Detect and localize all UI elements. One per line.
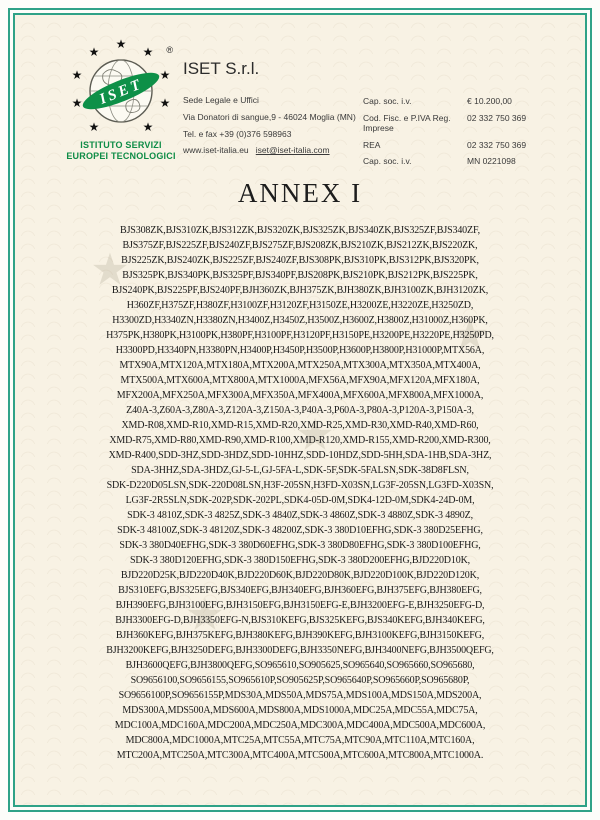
- company-phone: Tel. e fax +39 (0)376 598963: [183, 128, 292, 139]
- registry-value: MN 0221098: [467, 156, 516, 167]
- page-border-outer: [8, 8, 592, 812]
- code-line: SDA-3HHZ,SDA-3HDZ,GJ-5-L,GJ-5FA-L,SDK-5F,SDK-5FALSN,SDK-38D8FLSN,: [131, 465, 469, 476]
- company-website: www.iset-italia.eu: [183, 145, 249, 156]
- code-line: BJH3200KEFG,BJH3250DEFG,BJH3300DEFG,BJH3350NEFG,BJH3400NEFG,BJH3500QEFG,: [106, 645, 494, 656]
- company-name: ISET S.r.l.: [183, 59, 260, 78]
- code-line: BJH360KEFG,BJH375KEFG,BJH380KEFG,BJH390KEFG,BJH3100KEFG,BJH3150KEFG,: [115, 630, 485, 641]
- company-address: Via Donatori di sangue,9 - 46024 Moglia (MN): [183, 111, 356, 122]
- code-line: BJS308ZK,BJS310ZK,BJS312ZK,BJS320ZK,BJS325ZK,BJS340ZK,BJS325ZF,BJS340ZF,: [120, 225, 480, 236]
- star-icon: ★: [71, 96, 83, 110]
- watermark-star: ★: [185, 590, 225, 640]
- code-line: Z40A-3,Z60A-3,Z80A-3,Z120A-3,Z150A-3,P40A-3,P60A-3,P80A-3,P120A-3,P150A-3,: [126, 405, 474, 416]
- star-icon: ★: [115, 37, 127, 51]
- code-line: MTC200A,MTC250A,MTC300A,MTC400A,MTC500A,MTC600A,MTC800A,MTC1000A.: [116, 750, 484, 761]
- star-icon: ★: [142, 120, 154, 134]
- code-line: SO9656100,SO9656155,SO965610P,SO905625P,SO965640P,SO965660P,SO965680P,: [130, 675, 470, 686]
- logo-caption-line2: EUROPEI TECNOLOGICI: [66, 151, 176, 161]
- code-line: SDK-3 48100Z,SDK-3 48120Z,SDK-3 48200Z,SDK-3 380D10EFHG,SDK-3 380D25EFHG,: [117, 525, 483, 536]
- company-info: [183, 59, 356, 162]
- code-line: XMD-R75,XMD-R80,XMD-R90,XMD-R100,XMD-R120,XMD-R155,XMD-R200,XMD-R300,: [109, 435, 491, 446]
- company-web-line: [183, 145, 356, 155]
- code-line: LG3F-2R5SLN,SDK-202P,SDK-202PL,SDK4-05D-0M,SDK4-12D-0M,SDK4-24D-0M,: [125, 495, 475, 506]
- code-line: MTX500A,MTX600A,MTX800A,MTX1000A,MFX56A,MFX90A,MFX120A,MFX180A,: [120, 375, 480, 386]
- watermark-star: ★: [295, 410, 335, 460]
- registry-row: [363, 140, 557, 150]
- watermark-star: ★: [90, 245, 130, 295]
- code-line: BJH390EFG,BJH3100EFG,BJH3150EFG,BJH3150EFG-E,BJH3200EFG-E,BJH3250EFG-D,: [115, 600, 485, 611]
- code-line: XMD-R400,SDD-3HZ,SDD-3HDZ,SDD-10HHZ,SDD-10HDZ,SDD-5HH,SDA-1HB,SDA-3HZ,: [108, 450, 492, 461]
- code-line: BJD220D25K,BJD220D40K,BJD220D60K,BJD220D80K,BJD220D100K,BJD220D120K,: [120, 570, 480, 581]
- code-line: SDK-3 380D120EFHG,SDK-3 380D150EFHG,SDK-3 380D200EFHG,BJD220D10K,: [130, 555, 470, 566]
- document-page: [13, 13, 587, 807]
- star-icon: ★: [88, 120, 100, 134]
- registry-row: [363, 96, 557, 106]
- code-line: BJS310EFG,BJS325EFG,BJS340EFG,BJH340EFG,BJH360EFG,BJH375EFG,BJH380EFG,: [118, 585, 482, 596]
- registered-trademark-icon: ®: [166, 45, 173, 55]
- code-line: MDS300A,MDS500A,MDS600A,MDS800A,MDS1000A,MDC25A,MDC55A,MDC75A,: [122, 705, 478, 716]
- code-line: H360ZF,H375ZF,H380ZF,H3100ZF,H3120ZF,H3150ZE,H3200ZE,H3220ZE,H3250ZD,: [126, 300, 474, 311]
- company-address-label: Sede Legale e Uffici: [183, 95, 259, 105]
- logo-graphic: [71, 37, 173, 137]
- code-line: BJS325PK,BJS340PK,BJS325PF,BJS340PF,BJS208PK,BJS210PK,BJS212PK,BJS225PK,: [122, 270, 478, 281]
- company-email-link[interactable]: iset@iset-italia.com: [255, 145, 330, 156]
- code-line: BJH3300EFG-D,BJH3350EFG-N,BJS310KEFG,BJS325KEFG,BJS340KEFG,BJH340KEFG,: [115, 615, 485, 626]
- star-icon: ★: [88, 45, 100, 59]
- code-line: H375PK,H380PK,H3100PK,H380PF,H3100PF,H3120PF,H3150PE,H3200PE,H3220PE,H3250PD,: [106, 330, 494, 341]
- company-logo: [55, 37, 187, 162]
- watermark-star: ★: [450, 310, 490, 360]
- company-registry: [363, 96, 557, 173]
- code-line: MDC100A,MDC160A,MDC200A,MDC250A,MDC300A,MDC400A,MDC500A,MDC600A,: [114, 720, 486, 731]
- code-line: BJS240PK,BJS225PF,BJS240PF,BJH360ZK,BJH375ZK,BJH380ZK,BJH3100ZK,BJH3120ZK,: [111, 285, 489, 296]
- code-line: XMD-R08,XMD-R10,XMD-R15,XMD-R20,XMD-R25,XMD-R30,XMD-R40,XMD-R60,: [121, 420, 479, 431]
- star-icon: ★: [142, 45, 154, 59]
- code-line: SDK-D220D05LSN,SDK-220D08LSN,H3F-205SN,H3FD-X03SN,LG3F-205SN,LG3FD-X03SN,: [106, 480, 494, 491]
- globe-icon: [73, 41, 169, 137]
- code-line: SDK-3 380D40EFHG,SDK-3 380D60EFHG,SDK-3 380D80EFHG,SDK-3 380D100EFHG,: [119, 540, 481, 551]
- code-line: H3300ZD,H3340ZN,H3380ZN,H3400Z,H3450Z,H3500Z,H3600Z,H3800Z,H31000Z,H360PK,: [112, 315, 488, 326]
- registry-label: Cod. Fisc. e P.IVA Reg. Imprese: [363, 112, 451, 133]
- star-icon: ★: [159, 96, 171, 110]
- code-line: MFX200A,MFX250A,MFX300A,MFX350A,MFX400A,MFX600A,MFX800A,MFX1000A,: [116, 390, 484, 401]
- registry-label: Cap. soc. i.v.: [363, 96, 412, 106]
- code-line: H3300PD,H3340PN,H3380PN,H3400P,H3450P,H3500P,H3600P,H3800P,H31000P,MTX56A,: [115, 345, 485, 356]
- registry-value: 02 332 750 369: [467, 112, 527, 123]
- code-line: MDC800A,MDC1000A,MTC25A,MTC55A,MTC75A,MTC90A,MTC110A,MTC160A,: [125, 735, 475, 746]
- code-line: SO9656100P,SO9656155P,MDS30A,MDS50A,MDS75A,MDS100A,MDS150A,MDS200A,: [118, 690, 482, 701]
- product-code-list: [65, 223, 535, 763]
- star-icon: ★: [71, 68, 83, 82]
- code-line: BJS375ZF,BJS225ZF,BJS240ZF,BJS275ZF,BJS208ZK,BJS210ZK,BJS212ZK,BJS220ZK,: [122, 240, 478, 251]
- logo-banner-text: ISET: [97, 76, 146, 108]
- page-title: ANNEX I: [237, 178, 363, 208]
- code-line: BJS225ZK,BJS240ZK,BJS225ZF,BJS240ZF,BJS308PK,BJS310PK,BJS312PK,BJS320PK,: [121, 255, 479, 266]
- code-line: BJH3600QEFG,BJH3800QEFG,SO965610,SO905625,SO965640,SO965660,SO965680,: [125, 660, 475, 671]
- code-line: SDK-3 4810Z,SDK-3 4825Z,SDK-3 4840Z,SDK-3 4860Z,SDK-3 4880Z,SDK-3 4890Z,: [127, 510, 473, 521]
- logo-caption: [55, 140, 187, 162]
- registry-label: Cap. soc. i.v.: [363, 156, 412, 167]
- registry-row: [363, 113, 557, 133]
- code-line: MTX90A,MTX120A,MTX180A,MTX200A,MTX250A,MTX300A,MTX350A,MTX400A,: [119, 360, 481, 371]
- registry-label: REA: [363, 139, 381, 150]
- registry-value: 02 332 750 369: [467, 139, 527, 150]
- registry-row: [363, 156, 557, 166]
- logo-caption-line1: ISTITUTO SERVIZI: [80, 140, 162, 150]
- star-icon: ★: [159, 68, 171, 82]
- registry-value: € 10.200,00: [467, 96, 512, 106]
